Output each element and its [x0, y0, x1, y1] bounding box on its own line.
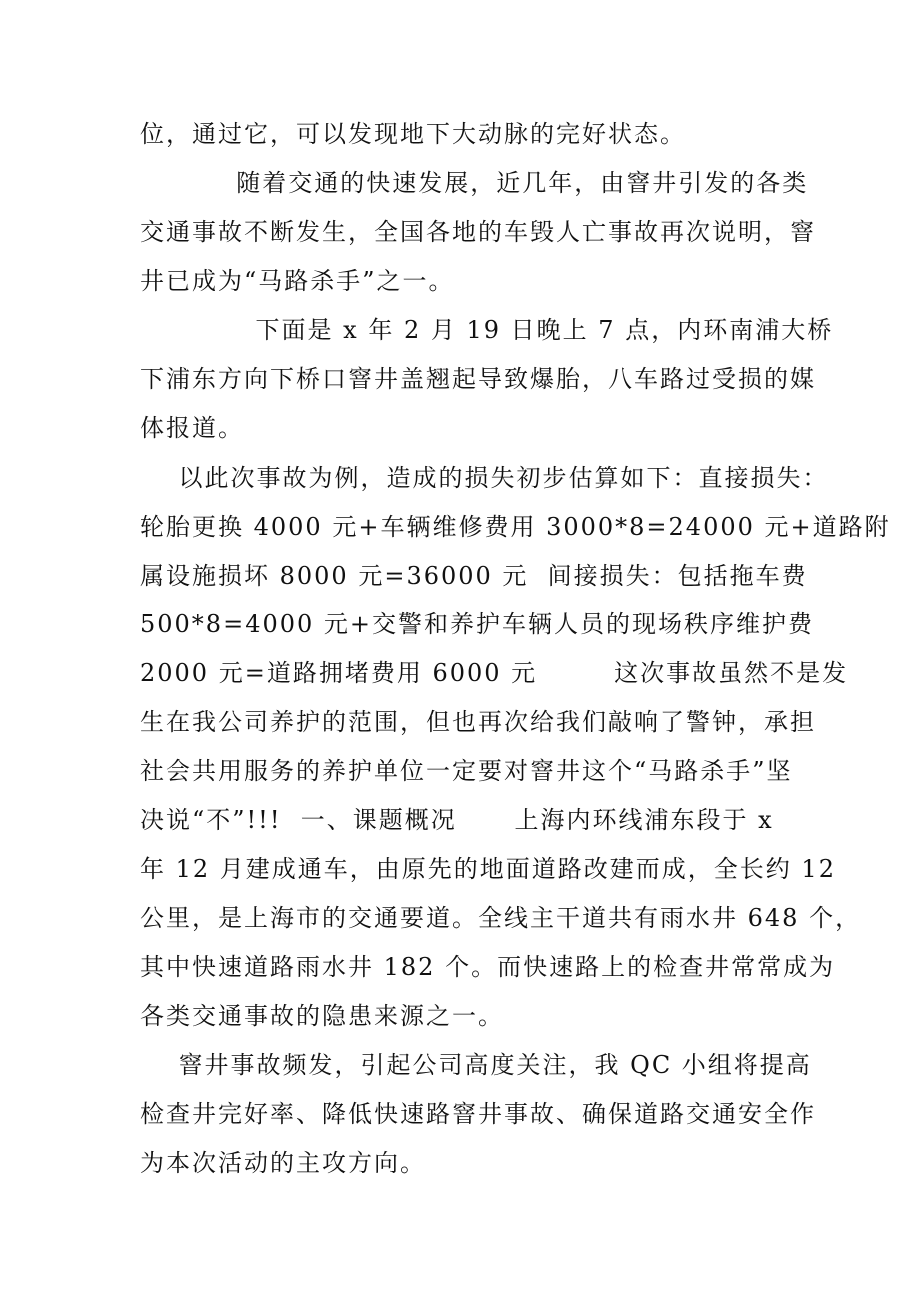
- text-line: 年 12 月建成通车，由原先的地面道路改建而成，全长约 12: [140, 855, 836, 883]
- text-line: 井已成为“马路杀手”之一。: [140, 267, 455, 295]
- text-line: 各类交通事故的隐患来源之一。: [140, 1002, 504, 1030]
- text-line: 500*8=4000 元+交警和养护车辆人员的现场秩序维护费: [140, 610, 815, 638]
- text-line: 轮胎更换 4000 元+车辆维修费用 3000*8=24000 元+道路附: [140, 513, 891, 541]
- text-line: 以此次事故为例，造成的损失初步估算如下：直接损失：: [140, 464, 829, 492]
- text-line: 体报道。: [140, 414, 244, 442]
- text-line: 随着交通的快速发展，近几年，由窨井引发的各类: [140, 169, 809, 197]
- text-line: 下浦东方向下桥口窨井盖翘起导致爆胎，八车路过受损的媒: [140, 365, 816, 393]
- text-line: 生在我公司养护的范围，但也再次给我们敲响了警钟，承担: [140, 708, 816, 736]
- text-line: 社会共用服务的养护单位一定要对窨井这个“马路杀手”坚: [140, 757, 793, 785]
- text-line: 检查井完好率、降低快速路窨井事故、确保道路交通安全作: [140, 1100, 816, 1128]
- text-line: 窨井事故频发，引起公司高度关注，我 QC 小组将提高: [140, 1051, 812, 1079]
- text-line: 公里，是上海市的交通要道。全线主干道共有雨水井 648 个，: [140, 904, 862, 932]
- text-line: 决说“不”!!! 一、课题概况 上海内环线浦东段于 x: [140, 806, 774, 834]
- text-line: 其中快速道路雨水井 182 个。而快速路上的检查井常常成为: [140, 953, 836, 981]
- text-line: 交通事故不断发生，全国各地的车毁人亡事故再次说明，窨: [140, 218, 816, 246]
- text-line: 位，通过它，可以发现地下大动脉的完好状态。: [140, 120, 686, 148]
- text-line: 2000 元=道路拥堵费用 6000 元 这次事故虽然不是发: [140, 659, 849, 687]
- text-line: 下面是 x 年 2 月 19 日晚上 7 点，内环南浦大桥: [140, 316, 834, 344]
- text-line: 为本次活动的主攻方向。: [140, 1149, 426, 1177]
- text-line: 属设施损坏 8000 元=36000 元 间接损失：包括拖车费: [140, 562, 808, 590]
